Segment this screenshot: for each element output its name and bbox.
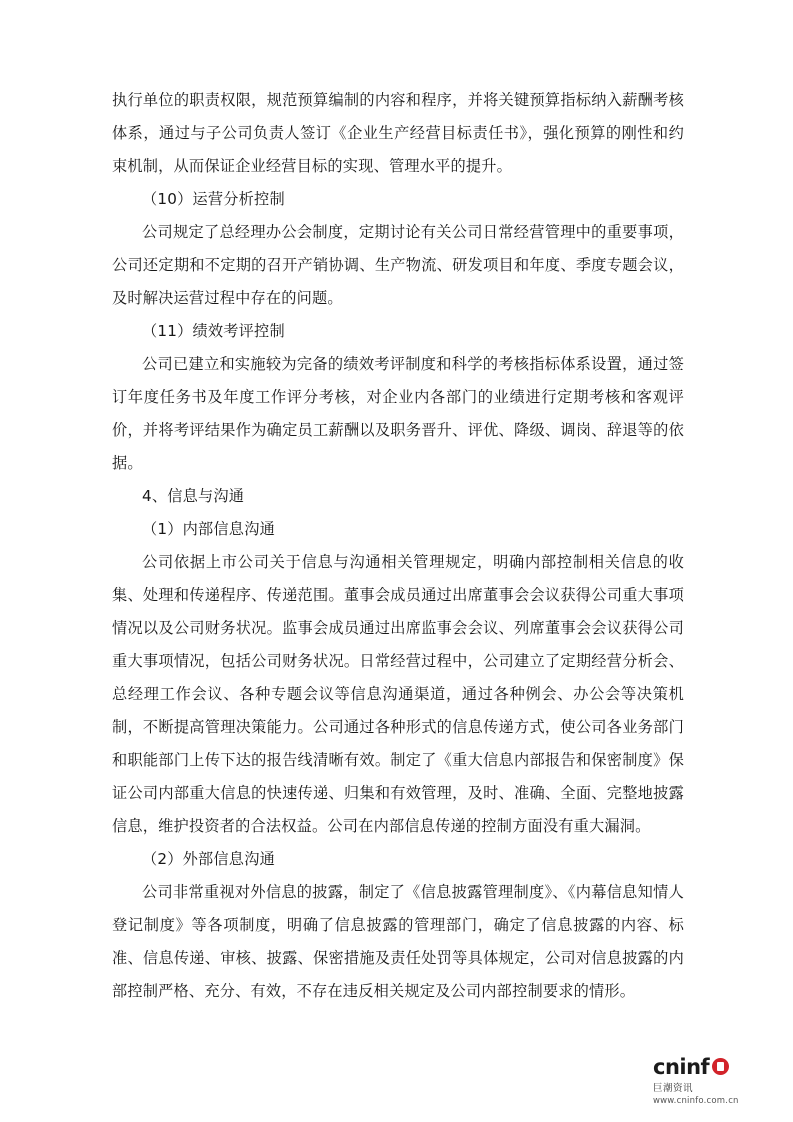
heading-item-11: （11）绩效考评控制: [142, 322, 285, 340]
paragraph-section-4-1-body: 公司依据上市公司关于信息与沟通相关管理规定，明确内部控制相关信息的收集、处理和传递程序、传递范围。董事会成员通过出席董事会会议获得公司重大事项情况以及公司财务状况。监事会成员通过出席监事会会议、列席董事会会议获得公司重大事项情况，包括公司财务状况。日常经营过程中，公司建立了定期经营分析会、总经理工作会议、各种专题会议等信息沟通渠道，通过各种例会、办公会等决策机制，不断提高管理决策能力。公司通过各种形式的信息传递方式，使公司各业务部门和职能部门上传下达的报告线清晰有效。制定了《重大信息内部报告和保密制度》保证公司内部重大信息的快速传递、归集和有效管理，及时、准确、全面、完整地披露信息，维护投资者的合法权益。公司在内部信息传递的控制方面没有重大漏洞。: [112, 553, 684, 835]
cninfo-logo: [653, 1056, 765, 1104]
document-body: [112, 84, 684, 1008]
paragraph-budget-continued: 执行单位的职责权限，规范预算编制的内容和程序，并将关键预算指标纳入薪酬考核体系，通过与子公司负责人签订《企业生产经营目标责任书》，强化预算的刚性和约束机制，从而保证企业经营目标的实现、管理水平的提升。: [112, 91, 684, 175]
paragraph-item-11-body: 公司已建立和实施较为完备的绩效考评制度和科学的考核指标体系设置，通过签订年度任务书及年度工作评分考核，对企业内各部门的业绩进行定期考核和客观评价，并将考评结果作为确定员工薪酬以及职务晋升、评优、降级、调岗、辞退等的依据。: [112, 355, 684, 472]
logo-circle-icon: [712, 1058, 729, 1075]
heading-section-4: 4、信息与沟通: [142, 487, 245, 505]
paragraph-item-10-body: 公司规定了总经理办公会制度，定期讨论有关公司日常经营管理中的重要事项，公司还定期和不定期的召开产销协调、生产物流、研发项目和年度、季度专题会议，及时解决运营过程中存在的问题。: [112, 223, 684, 307]
logo-subtitle: 巨潮资讯: [653, 1082, 694, 1094]
logo-row: [653, 1055, 729, 1079]
heading-section-4-1: （1）内部信息沟通: [142, 520, 275, 538]
logo-url: www.cninfo.com.cn: [653, 1095, 739, 1106]
heading-section-4-2: （2）外部信息沟通: [142, 850, 275, 868]
heading-item-10: （10）运营分析控制: [142, 190, 285, 208]
logo-wordmark: cninf: [653, 1054, 710, 1079]
paragraph-section-4-2-body: 公司非常重视对外信息的披露，制定了《信息披露管理制度》、《内幕信息知情人登记制度》等各项制度，明确了信息披露的管理部门，确定了信息披露的内容、标准、信息传递、审核、披露、保密措施及责任处罚等具体规定，公司对信息披露的内部控制严格、充分、有效，不存在违反相关规定及公司内部控制要求的情形。: [112, 883, 684, 1000]
